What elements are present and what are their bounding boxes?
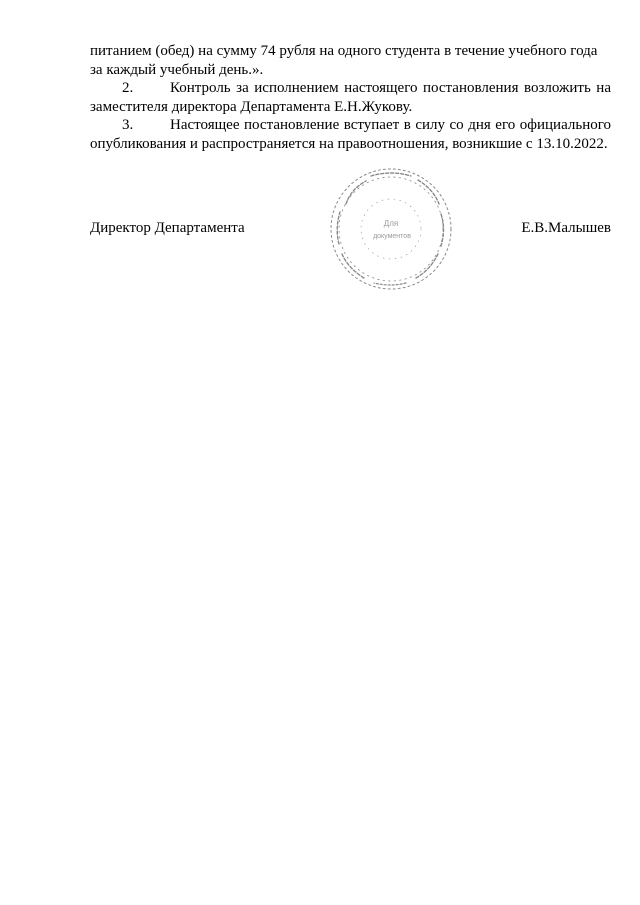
paragraph-3-number: 3. xyxy=(122,117,134,133)
paragraph-2-text: Контроль за исполнением настоящего постановления возложить на заместителя директора Департамента Е.Н.Жукову. xyxy=(90,80,611,115)
paragraph-3 xyxy=(90,116,611,153)
paragraph-continuation: питанием (обед) на сумму 74 рубля на одного студента в течение учебного года за каждый учебный день.». xyxy=(90,43,598,78)
signature-block xyxy=(90,219,611,239)
paragraph-3-text: Настоящее постановление вступает в силу со дня его официального опубликования и распространяется на правоотношения, возникшие с 13.10.2022. xyxy=(90,117,611,152)
stamp-center-text-2: документов xyxy=(373,233,411,240)
paragraph-2 xyxy=(90,79,611,116)
signatory-name: Е.В.Малышев xyxy=(521,220,611,236)
document-body xyxy=(90,42,611,153)
paragraph-2-number: 2. xyxy=(122,80,134,96)
stamp-center-text-1: Для xyxy=(383,219,399,228)
signatory-title: Директор Департамента xyxy=(90,220,245,236)
